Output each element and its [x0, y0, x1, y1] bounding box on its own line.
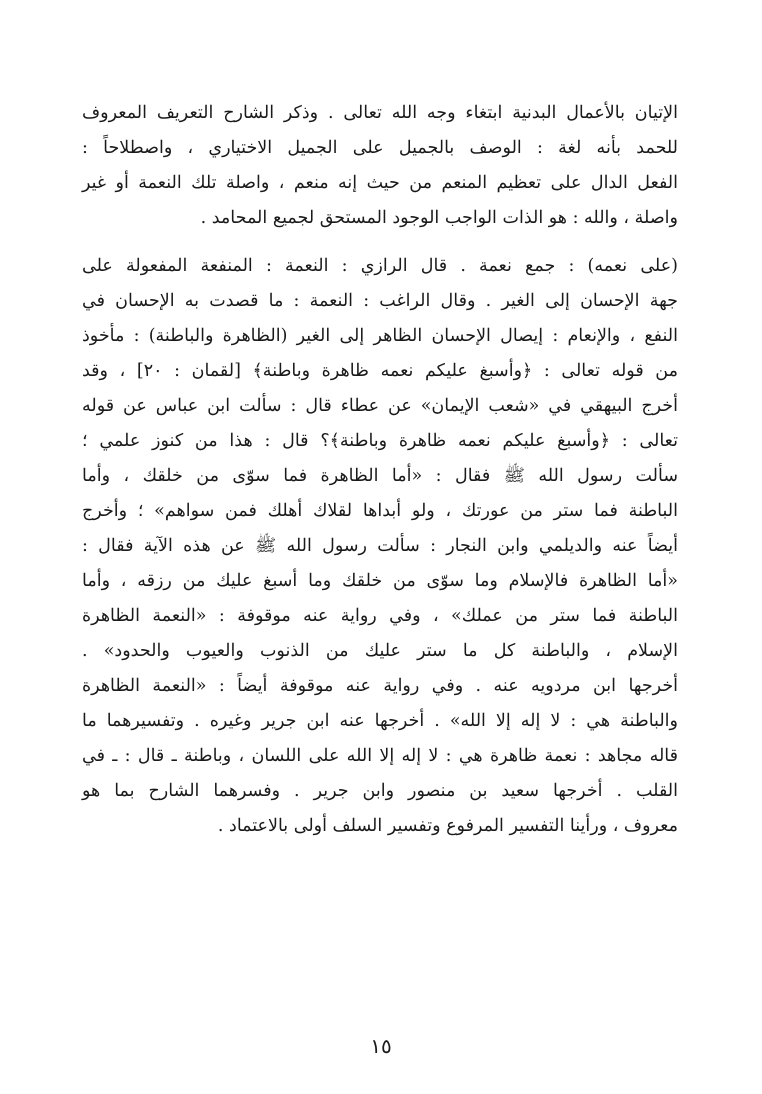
text-line: «أما الظاهرة فالإسلام وما سوّى من خلقك وما أسبغ عليك من رزقه ، وأما [82, 571, 678, 591]
text-line: أيضاً عنه والديلمي وابن النجار : سألت رسول الله ﷺ عن هذه الآية فقال : [82, 536, 678, 556]
text-line: واصلة ، والله : هو الذات الواجب الوجود المستحق لجميع المحامد . [200, 208, 678, 228]
text-line: الإتيان بالأعمال البدنية ابتغاء وجه الله تعالى . وذكر الشارح التعريف المعروف [82, 103, 678, 123]
text-line: جهة الإحسان إلى الغير . وقال الراغب : النعمة : ما قصدت به الإحسان في [82, 291, 678, 311]
page-body [82, 96, 678, 844]
text-line: أخرجها ابن مردويه عنه . وفي رواية عنه موقوفة أيضاً : «النعمة الظاهرة [82, 676, 678, 696]
text-line: معروف ، ورأينا التفسير المرفوع وتفسير السلف أولى بالاعتماد . [217, 816, 678, 836]
text-line: (على نعمه) : جمع نعمة . قال الرازي : النعمة : المنفعة المفعولة على [82, 256, 678, 276]
text-line: القلب . أخرجها سعيد بن منصور وابن جرير . وفسرهما الشارح بما هو [82, 781, 678, 801]
text-line: الباطنة فما ستر من عورتك ، ولو أبداها لقلاك أهلك فمن سواهم» ؛ وأخرج [82, 501, 678, 521]
text-line: والباطنة هي : لا إله إلا الله» . أخرجها عنه ابن جرير وغيره . وتفسيرهما ما [82, 711, 678, 731]
text-line: قاله مجاهد : نعمة ظاهرة هي : لا إله إلا الله على اللسان ، وباطنة ـ قال : ـ في [82, 746, 678, 766]
text-line: النفع ، والإنعام : إيصال الإحسان الظاهر إلى الغير (الظاهرة والباطنة) : مأخوذ [82, 326, 678, 346]
text-line: للحمد بأنه لغة : الوصف بالجميل على الجميل الاختياري ، واصطلاحاً : [82, 138, 678, 158]
page-number: ١٥ [370, 1034, 392, 1058]
text-line: من قوله تعالى : ﴿وأسبغ عليكم نعمه ظاهرة وباطنة﴾ [لقمان : ٢٠] ، وقد [82, 361, 678, 381]
paragraph-2 [82, 249, 678, 844]
text-line: الفعل الدال على تعظيم المنعم من حيث إنه منعم ، واصلة تلك النعمة أو غير [82, 173, 678, 193]
text-line: تعالى : ﴿وأسبغ عليكم نعمه ظاهرة وباطنة﴾؟ قال : هذا من كنوز علمي ؛ [82, 431, 678, 451]
text-line: الإسلام ، والباطنة كل ما ستر عليك من الذنوب والعيوب والحدود» . [82, 641, 678, 661]
text-line: الباطنة فما ستر من عملك» ، وفي رواية عنه موقوفة : «النعمة الظاهرة [82, 606, 678, 626]
paragraph-1 [82, 96, 678, 236]
text-line: سألت رسول الله ﷺ فقال : «أما الظاهرة فما سوّى من خلقك ، وأما [82, 466, 678, 486]
text-line: أخرج البيهقي في «شعب الإيمان» عن عطاء قال : سألت ابن عباس عن قوله [82, 396, 678, 416]
